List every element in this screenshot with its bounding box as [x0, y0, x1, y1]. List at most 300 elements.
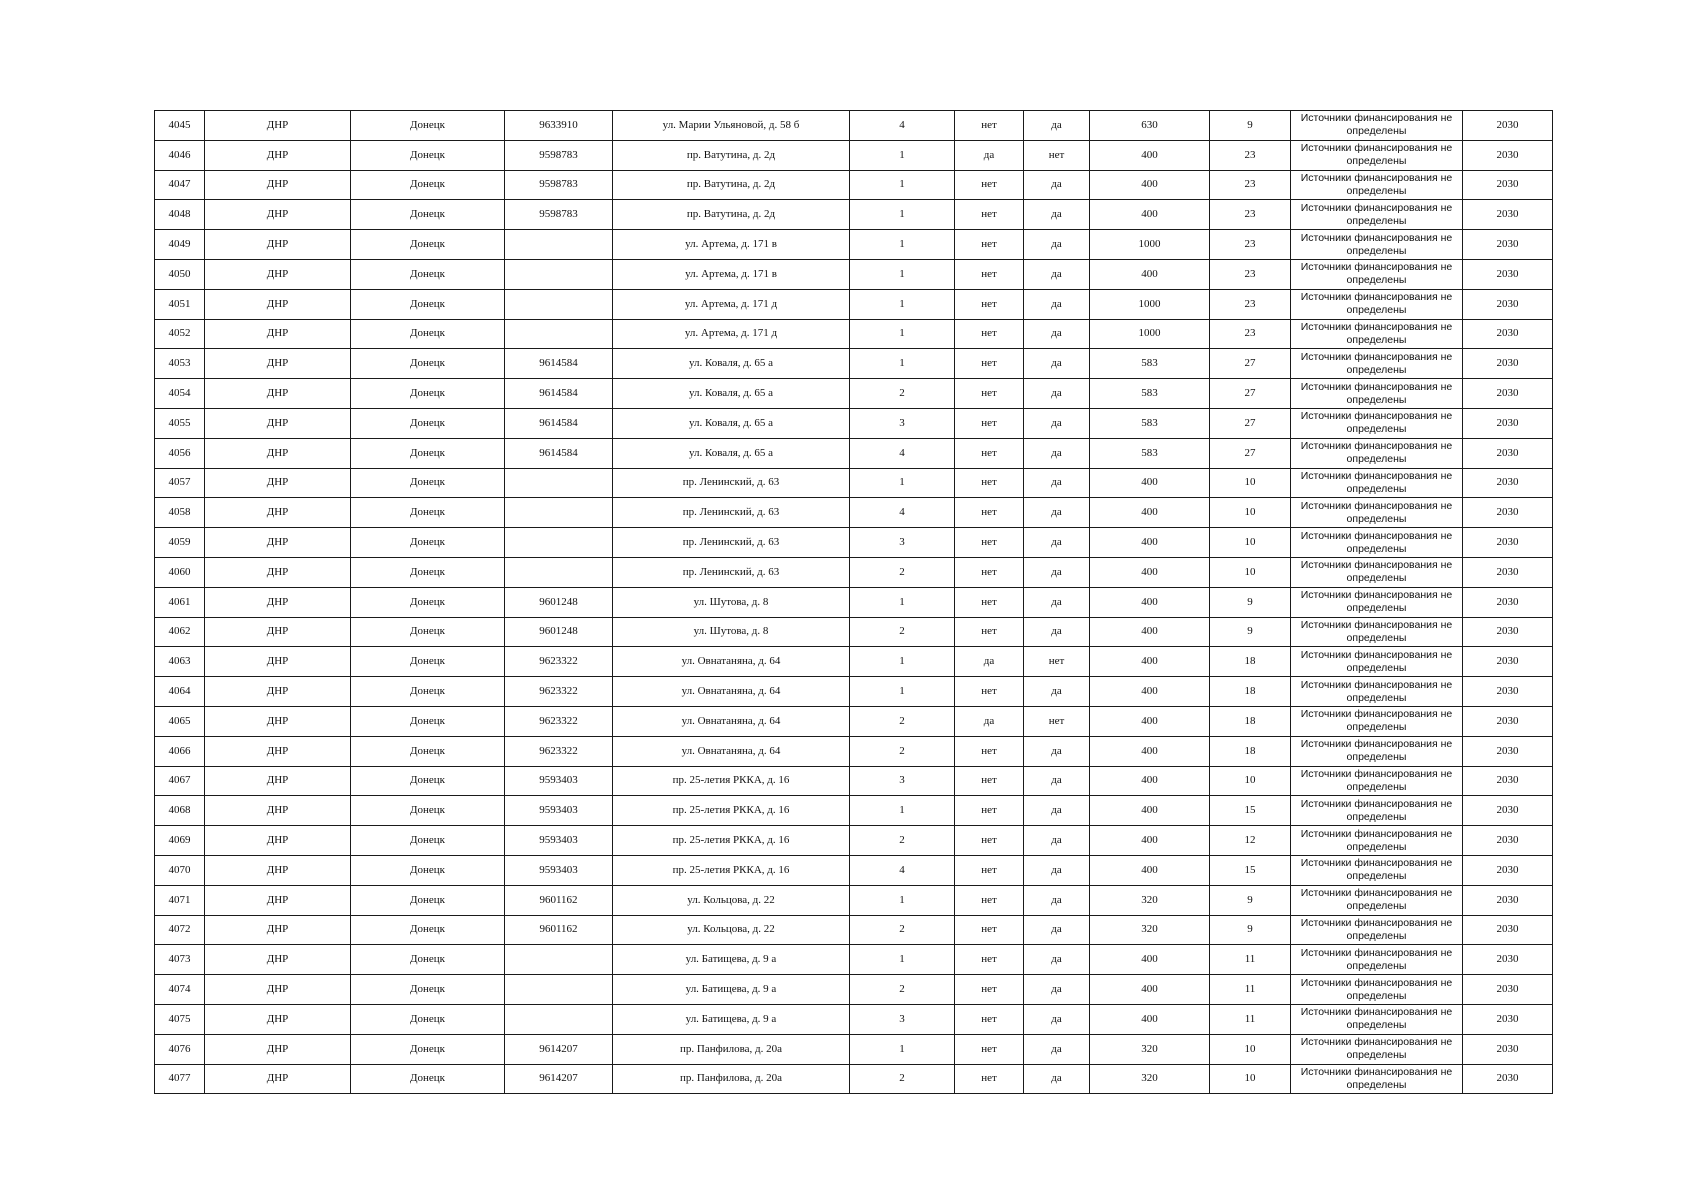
- quantity-cell: 18: [1210, 677, 1291, 707]
- quantity-cell: 18: [1210, 736, 1291, 766]
- row-number-cell: 4071: [155, 885, 205, 915]
- row-number-cell: 4046: [155, 140, 205, 170]
- amount-cell: 400: [1090, 826, 1210, 856]
- year-cell: 2030: [1463, 915, 1553, 945]
- entrance-cell: 2: [850, 975, 955, 1005]
- row-number-cell: 4059: [155, 528, 205, 558]
- city-cell: Донецк: [351, 230, 505, 260]
- flag-b-cell: да: [1024, 826, 1090, 856]
- row-number-cell: 4056: [155, 438, 205, 468]
- region-cell: ДНР: [205, 319, 351, 349]
- year-cell: 2030: [1463, 975, 1553, 1005]
- code-cell: 9614584: [505, 438, 613, 468]
- amount-cell: 400: [1090, 945, 1210, 975]
- amount-cell: 583: [1090, 349, 1210, 379]
- city-cell: Донецк: [351, 200, 505, 230]
- quantity-cell: 10: [1210, 557, 1291, 587]
- entrance-cell: 4: [850, 498, 955, 528]
- year-cell: 2030: [1463, 528, 1553, 558]
- city-cell: Донецк: [351, 111, 505, 141]
- flag-b-cell: да: [1024, 855, 1090, 885]
- table-row: [155, 736, 1553, 766]
- quantity-cell: 27: [1210, 438, 1291, 468]
- row-number-cell: 4050: [155, 259, 205, 289]
- code-cell: 9614584: [505, 408, 613, 438]
- code-cell: [505, 319, 613, 349]
- table-row: [155, 677, 1553, 707]
- row-number-cell: 4063: [155, 647, 205, 677]
- city-cell: Донецк: [351, 915, 505, 945]
- amount-cell: 1000: [1090, 230, 1210, 260]
- address-cell: ул. Коваля, д. 65 а: [613, 408, 850, 438]
- quantity-cell: 23: [1210, 289, 1291, 319]
- quantity-cell: 9: [1210, 587, 1291, 617]
- table-row: [155, 617, 1553, 647]
- funding-source-cell: Источники финансирования не определены: [1291, 915, 1463, 945]
- address-cell: ул. Кольцова, д. 22: [613, 885, 850, 915]
- quantity-cell: 9: [1210, 111, 1291, 141]
- amount-cell: 400: [1090, 647, 1210, 677]
- row-number-cell: 4062: [155, 617, 205, 647]
- table-row: [155, 855, 1553, 885]
- funding-source-cell: Источники финансирования не определены: [1291, 647, 1463, 677]
- entrance-cell: 1: [850, 349, 955, 379]
- table-row: [155, 349, 1553, 379]
- flag-b-cell: да: [1024, 170, 1090, 200]
- address-cell: ул. Коваля, д. 65 а: [613, 349, 850, 379]
- quantity-cell: 10: [1210, 1064, 1291, 1094]
- code-cell: 9601162: [505, 885, 613, 915]
- region-cell: ДНР: [205, 736, 351, 766]
- entrance-cell: 1: [850, 587, 955, 617]
- address-cell: пр. Ленинский, д. 63: [613, 528, 850, 558]
- amount-cell: 583: [1090, 408, 1210, 438]
- entrance-cell: 1: [850, 319, 955, 349]
- flag-b-cell: да: [1024, 349, 1090, 379]
- flag-a-cell: нет: [955, 200, 1024, 230]
- funding-source-cell: Источники финансирования не определены: [1291, 170, 1463, 200]
- flag-a-cell: нет: [955, 766, 1024, 796]
- region-cell: ДНР: [205, 975, 351, 1005]
- amount-cell: 400: [1090, 736, 1210, 766]
- table-row: [155, 1004, 1553, 1034]
- city-cell: Донецк: [351, 826, 505, 856]
- entrance-cell: 1: [850, 885, 955, 915]
- flag-b-cell: да: [1024, 468, 1090, 498]
- amount-cell: 400: [1090, 796, 1210, 826]
- year-cell: 2030: [1463, 855, 1553, 885]
- row-number-cell: 4055: [155, 408, 205, 438]
- flag-a-cell: нет: [955, 408, 1024, 438]
- flag-a-cell: нет: [955, 289, 1024, 319]
- table-row: [155, 468, 1553, 498]
- year-cell: 2030: [1463, 140, 1553, 170]
- entrance-cell: 2: [850, 706, 955, 736]
- address-cell: ул. Коваля, д. 65 а: [613, 379, 850, 409]
- address-cell: пр. Ватутина, д. 2д: [613, 140, 850, 170]
- region-cell: ДНР: [205, 259, 351, 289]
- address-cell: ул. Артема, д. 171 д: [613, 319, 850, 349]
- row-number-cell: 4061: [155, 587, 205, 617]
- region-cell: ДНР: [205, 379, 351, 409]
- flag-b-cell: да: [1024, 557, 1090, 587]
- year-cell: 2030: [1463, 111, 1553, 141]
- flag-a-cell: да: [955, 706, 1024, 736]
- row-number-cell: 4051: [155, 289, 205, 319]
- address-cell: пр. Панфилова, д. 20а: [613, 1064, 850, 1094]
- city-cell: Донецк: [351, 766, 505, 796]
- city-cell: Донецк: [351, 170, 505, 200]
- quantity-cell: 11: [1210, 945, 1291, 975]
- funding-source-cell: Источники финансирования не определены: [1291, 1004, 1463, 1034]
- funding-source-cell: Источники финансирования не определены: [1291, 438, 1463, 468]
- region-cell: ДНР: [205, 766, 351, 796]
- funding-source-cell: Источники финансирования не определены: [1291, 468, 1463, 498]
- amount-cell: 400: [1090, 498, 1210, 528]
- row-number-cell: 4058: [155, 498, 205, 528]
- year-cell: 2030: [1463, 706, 1553, 736]
- amount-cell: 400: [1090, 855, 1210, 885]
- year-cell: 2030: [1463, 557, 1553, 587]
- flag-b-cell: да: [1024, 1064, 1090, 1094]
- city-cell: Донецк: [351, 349, 505, 379]
- address-cell: ул. Шутова, д. 8: [613, 617, 850, 647]
- amount-cell: 400: [1090, 766, 1210, 796]
- quantity-cell: 11: [1210, 1004, 1291, 1034]
- funding-source-cell: Источники финансирования не определены: [1291, 528, 1463, 558]
- amount-cell: 400: [1090, 259, 1210, 289]
- flag-b-cell: да: [1024, 528, 1090, 558]
- year-cell: 2030: [1463, 1034, 1553, 1064]
- funding-source-cell: Источники финансирования не определены: [1291, 706, 1463, 736]
- quantity-cell: 15: [1210, 796, 1291, 826]
- city-cell: Донецк: [351, 438, 505, 468]
- region-cell: ДНР: [205, 230, 351, 260]
- code-cell: [505, 230, 613, 260]
- address-cell: ул. Кольцова, д. 22: [613, 915, 850, 945]
- table-row: [155, 319, 1553, 349]
- code-cell: [505, 289, 613, 319]
- region-cell: ДНР: [205, 408, 351, 438]
- funding-source-cell: Источники финансирования не определены: [1291, 766, 1463, 796]
- funding-source-cell: Источники финансирования не определены: [1291, 200, 1463, 230]
- year-cell: 2030: [1463, 796, 1553, 826]
- code-cell: 9598783: [505, 170, 613, 200]
- funding-source-cell: Источники финансирования не определены: [1291, 1034, 1463, 1064]
- funding-source-cell: Источники финансирования не определены: [1291, 617, 1463, 647]
- entrance-cell: 4: [850, 111, 955, 141]
- region-cell: ДНР: [205, 438, 351, 468]
- amount-cell: 400: [1090, 1004, 1210, 1034]
- flag-b-cell: да: [1024, 438, 1090, 468]
- table-row: [155, 766, 1553, 796]
- flag-b-cell: да: [1024, 587, 1090, 617]
- region-cell: ДНР: [205, 945, 351, 975]
- row-number-cell: 4075: [155, 1004, 205, 1034]
- region-cell: ДНР: [205, 587, 351, 617]
- address-cell: ул. Батищева, д. 9 а: [613, 945, 850, 975]
- quantity-cell: 10: [1210, 766, 1291, 796]
- funding-source-cell: Источники финансирования не определены: [1291, 259, 1463, 289]
- entrance-cell: 1: [850, 945, 955, 975]
- funding-source-cell: Источники финансирования не определены: [1291, 587, 1463, 617]
- city-cell: Донецк: [351, 557, 505, 587]
- quantity-cell: 10: [1210, 498, 1291, 528]
- entrance-cell: 1: [850, 647, 955, 677]
- quantity-cell: 18: [1210, 706, 1291, 736]
- code-cell: 9623322: [505, 647, 613, 677]
- code-cell: 9601162: [505, 915, 613, 945]
- year-cell: 2030: [1463, 408, 1553, 438]
- flag-b-cell: да: [1024, 975, 1090, 1005]
- entrance-cell: 1: [850, 230, 955, 260]
- flag-b-cell: да: [1024, 498, 1090, 528]
- region-cell: ДНР: [205, 170, 351, 200]
- address-cell: пр. 25-летия РККА, д. 16: [613, 855, 850, 885]
- code-cell: 9614584: [505, 349, 613, 379]
- quantity-cell: 23: [1210, 140, 1291, 170]
- city-cell: Донецк: [351, 319, 505, 349]
- city-cell: Донецк: [351, 468, 505, 498]
- quantity-cell: 9: [1210, 617, 1291, 647]
- address-cell: ул. Артема, д. 171 в: [613, 259, 850, 289]
- year-cell: 2030: [1463, 677, 1553, 707]
- year-cell: 2030: [1463, 885, 1553, 915]
- flag-a-cell: нет: [955, 319, 1024, 349]
- amount-cell: 320: [1090, 885, 1210, 915]
- quantity-cell: 10: [1210, 468, 1291, 498]
- entrance-cell: 4: [850, 438, 955, 468]
- table-row: [155, 796, 1553, 826]
- flag-a-cell: нет: [955, 855, 1024, 885]
- amount-cell: 400: [1090, 617, 1210, 647]
- flag-a-cell: нет: [955, 975, 1024, 1005]
- region-cell: ДНР: [205, 498, 351, 528]
- city-cell: Донецк: [351, 528, 505, 558]
- entrance-cell: 3: [850, 528, 955, 558]
- flag-b-cell: да: [1024, 1034, 1090, 1064]
- row-number-cell: 4074: [155, 975, 205, 1005]
- flag-b-cell: да: [1024, 796, 1090, 826]
- region-cell: ДНР: [205, 796, 351, 826]
- city-cell: Донецк: [351, 1064, 505, 1094]
- quantity-cell: 23: [1210, 230, 1291, 260]
- data-table: [154, 110, 1553, 1094]
- region-cell: ДНР: [205, 468, 351, 498]
- amount-cell: 320: [1090, 1034, 1210, 1064]
- flag-b-cell: да: [1024, 319, 1090, 349]
- city-cell: Донецк: [351, 498, 505, 528]
- flag-a-cell: нет: [955, 587, 1024, 617]
- address-cell: пр. 25-летия РККА, д. 16: [613, 826, 850, 856]
- flag-a-cell: нет: [955, 1064, 1024, 1094]
- funding-source-cell: Источники финансирования не определены: [1291, 855, 1463, 885]
- year-cell: 2030: [1463, 617, 1553, 647]
- city-cell: Донецк: [351, 855, 505, 885]
- code-cell: [505, 468, 613, 498]
- year-cell: 2030: [1463, 766, 1553, 796]
- region-cell: ДНР: [205, 647, 351, 677]
- flag-b-cell: нет: [1024, 647, 1090, 677]
- region-cell: ДНР: [205, 677, 351, 707]
- code-cell: 9593403: [505, 766, 613, 796]
- row-number-cell: 4066: [155, 736, 205, 766]
- region-cell: ДНР: [205, 1034, 351, 1064]
- quantity-cell: 23: [1210, 259, 1291, 289]
- address-cell: ул. Марии Ульяновой, д. 58 б: [613, 111, 850, 141]
- amount-cell: 400: [1090, 140, 1210, 170]
- table-row: [155, 1034, 1553, 1064]
- code-cell: [505, 498, 613, 528]
- row-number-cell: 4076: [155, 1034, 205, 1064]
- address-cell: ул. Батищева, д. 9 а: [613, 975, 850, 1005]
- row-number-cell: 4054: [155, 379, 205, 409]
- flag-b-cell: да: [1024, 677, 1090, 707]
- entrance-cell: 2: [850, 557, 955, 587]
- flag-b-cell: да: [1024, 259, 1090, 289]
- code-cell: [505, 1004, 613, 1034]
- row-number-cell: 4070: [155, 855, 205, 885]
- quantity-cell: 9: [1210, 915, 1291, 945]
- city-cell: Донецк: [351, 408, 505, 438]
- quantity-cell: 23: [1210, 319, 1291, 349]
- funding-source-cell: Источники финансирования не определены: [1291, 885, 1463, 915]
- funding-source-cell: Источники финансирования не определены: [1291, 289, 1463, 319]
- flag-a-cell: нет: [955, 528, 1024, 558]
- address-cell: ул. Коваля, д. 65 а: [613, 438, 850, 468]
- code-cell: 9598783: [505, 140, 613, 170]
- address-cell: пр. Ленинский, д. 63: [613, 498, 850, 528]
- year-cell: 2030: [1463, 1004, 1553, 1034]
- entrance-cell: 1: [850, 796, 955, 826]
- region-cell: ДНР: [205, 1064, 351, 1094]
- funding-source-cell: Источники финансирования не определены: [1291, 111, 1463, 141]
- row-number-cell: 4057: [155, 468, 205, 498]
- address-cell: ул. Батищева, д. 9 а: [613, 1004, 850, 1034]
- address-cell: ул. Шутова, д. 8: [613, 587, 850, 617]
- flag-a-cell: нет: [955, 111, 1024, 141]
- flag-a-cell: нет: [955, 945, 1024, 975]
- code-cell: [505, 975, 613, 1005]
- table-body: [155, 111, 1553, 1094]
- funding-source-cell: Источники финансирования не определены: [1291, 1064, 1463, 1094]
- flag-b-cell: да: [1024, 289, 1090, 319]
- entrance-cell: 1: [850, 200, 955, 230]
- address-cell: ул. Овнатаняна, д. 64: [613, 647, 850, 677]
- amount-cell: 400: [1090, 587, 1210, 617]
- funding-source-cell: Источники финансирования не определены: [1291, 796, 1463, 826]
- flag-b-cell: да: [1024, 230, 1090, 260]
- flag-a-cell: нет: [955, 498, 1024, 528]
- flag-a-cell: нет: [955, 1034, 1024, 1064]
- year-cell: 2030: [1463, 319, 1553, 349]
- code-cell: 9598783: [505, 200, 613, 230]
- amount-cell: 320: [1090, 1064, 1210, 1094]
- code-cell: [505, 528, 613, 558]
- year-cell: 2030: [1463, 438, 1553, 468]
- year-cell: 2030: [1463, 289, 1553, 319]
- quantity-cell: 9: [1210, 885, 1291, 915]
- flag-b-cell: нет: [1024, 706, 1090, 736]
- flag-a-cell: нет: [955, 736, 1024, 766]
- row-number-cell: 4065: [155, 706, 205, 736]
- entrance-cell: 2: [850, 915, 955, 945]
- region-cell: ДНР: [205, 557, 351, 587]
- code-cell: 9623322: [505, 677, 613, 707]
- row-number-cell: 4073: [155, 945, 205, 975]
- row-number-cell: 4068: [155, 796, 205, 826]
- flag-a-cell: нет: [955, 617, 1024, 647]
- entrance-cell: 2: [850, 617, 955, 647]
- flag-b-cell: да: [1024, 379, 1090, 409]
- year-cell: 2030: [1463, 736, 1553, 766]
- region-cell: ДНР: [205, 200, 351, 230]
- entrance-cell: 2: [850, 826, 955, 856]
- flag-a-cell: нет: [955, 677, 1024, 707]
- funding-source-cell: Источники финансирования не определены: [1291, 379, 1463, 409]
- row-number-cell: 4052: [155, 319, 205, 349]
- flag-a-cell: нет: [955, 557, 1024, 587]
- amount-cell: 1000: [1090, 289, 1210, 319]
- table-row: [155, 230, 1553, 260]
- flag-a-cell: нет: [955, 885, 1024, 915]
- region-cell: ДНР: [205, 1004, 351, 1034]
- amount-cell: 320: [1090, 915, 1210, 945]
- region-cell: ДНР: [205, 826, 351, 856]
- flag-b-cell: да: [1024, 200, 1090, 230]
- region-cell: ДНР: [205, 140, 351, 170]
- region-cell: ДНР: [205, 111, 351, 141]
- table-row: [155, 498, 1553, 528]
- code-cell: 9601248: [505, 617, 613, 647]
- funding-source-cell: Источники финансирования не определены: [1291, 945, 1463, 975]
- region-cell: ДНР: [205, 915, 351, 945]
- city-cell: Донецк: [351, 259, 505, 289]
- quantity-cell: 11: [1210, 975, 1291, 1005]
- table-row: [155, 1064, 1553, 1094]
- entrance-cell: 3: [850, 408, 955, 438]
- region-cell: ДНР: [205, 706, 351, 736]
- quantity-cell: 10: [1210, 1034, 1291, 1064]
- flag-b-cell: да: [1024, 1004, 1090, 1034]
- entrance-cell: 1: [850, 468, 955, 498]
- year-cell: 2030: [1463, 349, 1553, 379]
- code-cell: 9623322: [505, 736, 613, 766]
- flag-b-cell: да: [1024, 408, 1090, 438]
- address-cell: пр. Ватутина, д. 2д: [613, 200, 850, 230]
- table-row: [155, 289, 1553, 319]
- flag-a-cell: нет: [955, 796, 1024, 826]
- year-cell: 2030: [1463, 200, 1553, 230]
- row-number-cell: 4049: [155, 230, 205, 260]
- row-number-cell: 4048: [155, 200, 205, 230]
- table-row: [155, 557, 1553, 587]
- flag-a-cell: да: [955, 140, 1024, 170]
- flag-a-cell: нет: [955, 259, 1024, 289]
- city-cell: Донецк: [351, 379, 505, 409]
- entrance-cell: 1: [850, 677, 955, 707]
- table-row: [155, 587, 1553, 617]
- city-cell: Донецк: [351, 706, 505, 736]
- row-number-cell: 4077: [155, 1064, 205, 1094]
- year-cell: 2030: [1463, 826, 1553, 856]
- table-row: [155, 200, 1553, 230]
- city-cell: Донецк: [351, 140, 505, 170]
- flag-b-cell: нет: [1024, 140, 1090, 170]
- city-cell: Донецк: [351, 289, 505, 319]
- table-row: [155, 706, 1553, 736]
- table-row: [155, 408, 1553, 438]
